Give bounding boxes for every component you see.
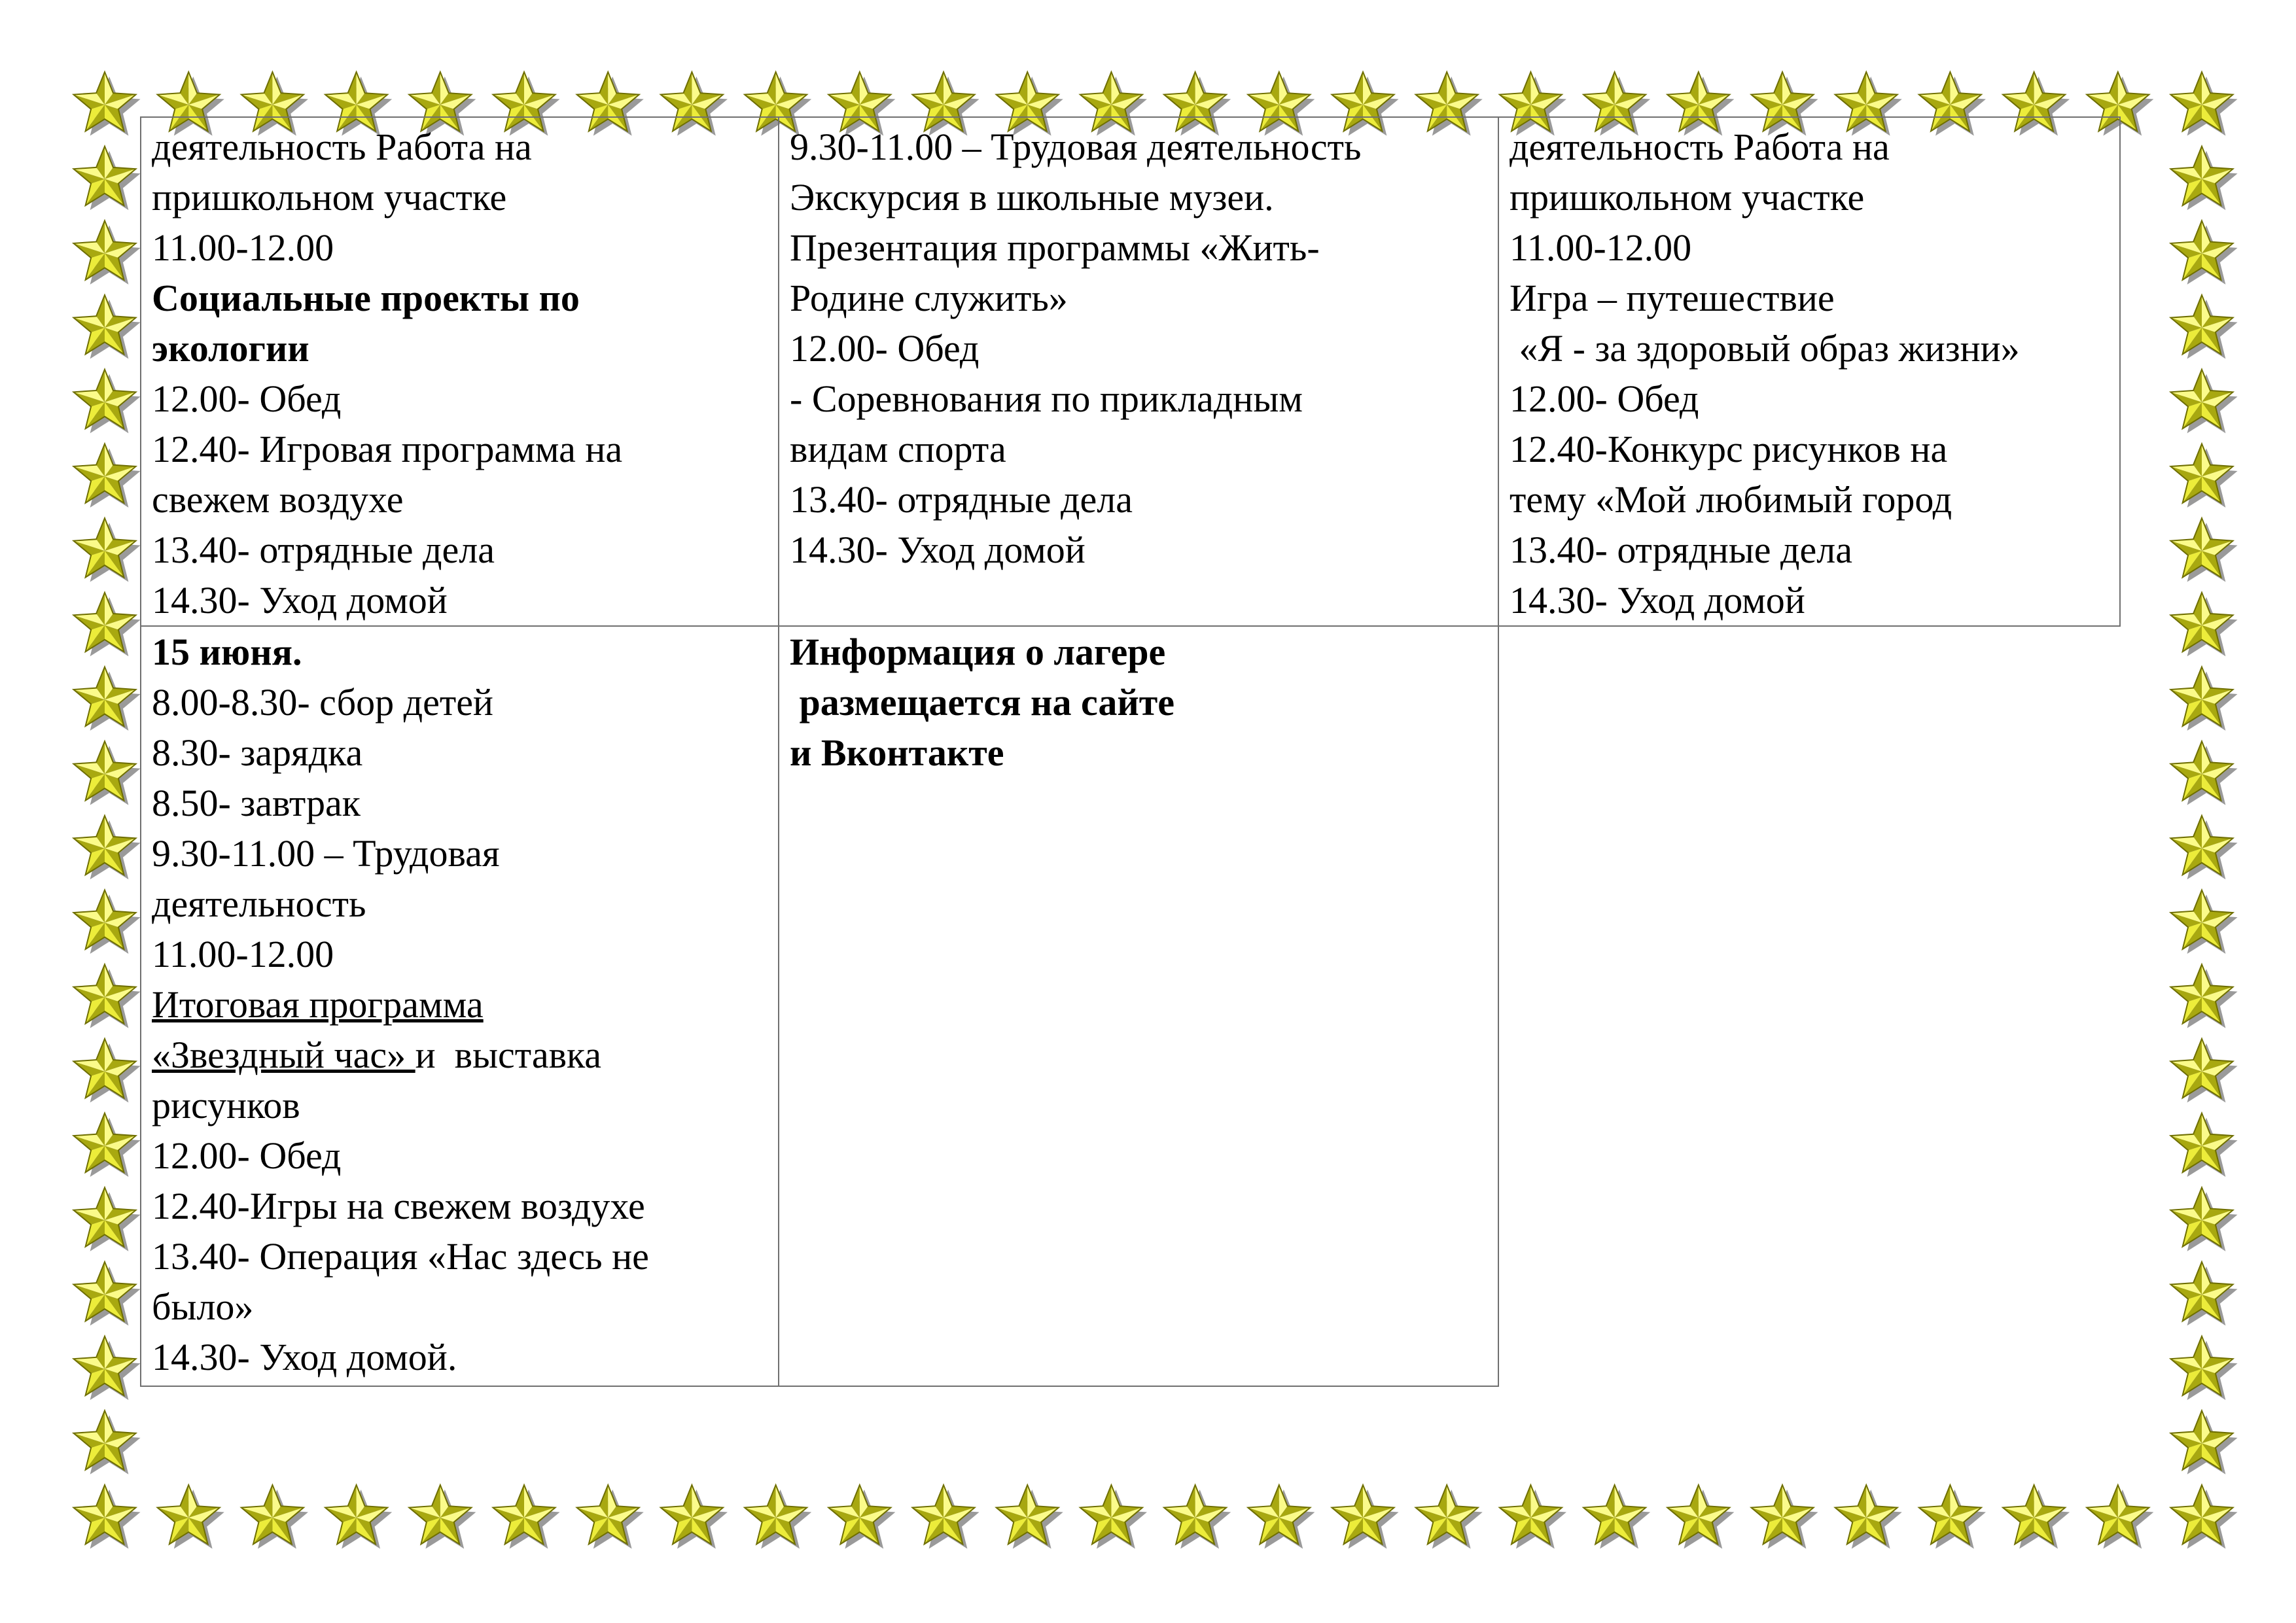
schedule-line-text: 8.00-8.30- сбор детей xyxy=(152,681,493,724)
schedule-line-text: 14.30- Уход домой xyxy=(790,529,1086,571)
star-icon xyxy=(73,890,140,954)
star-icon xyxy=(73,593,140,656)
schedule-line xyxy=(1510,525,2109,575)
star-icon xyxy=(2170,518,2237,582)
schedule-line xyxy=(790,374,1487,424)
schedule-line-text: 13.40- отрядные дела xyxy=(1510,529,1852,571)
schedule-line xyxy=(790,122,1487,172)
schedule-line xyxy=(152,929,768,979)
schedule-line xyxy=(152,828,768,879)
schedule-table xyxy=(140,116,2121,1387)
schedule-line-text: 8.50- завтрак xyxy=(152,782,361,824)
schedule-line-tail: и выставка xyxy=(415,1034,602,1076)
schedule-line-text: 11.00-12.00 xyxy=(152,226,334,269)
schedule-line-text: 15 июня. xyxy=(152,631,302,673)
schedule-line-text: видам спорта xyxy=(790,428,1006,470)
star-icon xyxy=(2170,593,2237,656)
schedule-line xyxy=(152,979,768,1030)
schedule-cell xyxy=(779,117,1498,626)
schedule-line xyxy=(152,273,768,323)
star-icon xyxy=(158,1485,224,1548)
schedule-line-text: 12.00- Обед xyxy=(152,1134,342,1177)
star-icon xyxy=(2170,1113,2237,1177)
star-icon xyxy=(1667,1485,1734,1548)
schedule-line xyxy=(152,778,768,828)
schedule-line xyxy=(1510,474,2109,525)
schedule-line-text: тему «Мой любимый город xyxy=(1510,478,1952,521)
star-icon xyxy=(1248,1485,1315,1548)
star-icon xyxy=(1500,1485,1566,1548)
star-icon xyxy=(241,1485,308,1548)
schedule-line xyxy=(1510,273,2109,323)
star-icon xyxy=(73,147,140,210)
star-icon xyxy=(2170,1336,2237,1400)
schedule-line-text: свежем воздухе xyxy=(152,478,404,521)
schedule-line-text: 14.30- Уход домой. xyxy=(152,1336,457,1378)
star-icon xyxy=(661,1485,728,1548)
schedule-line xyxy=(152,1080,768,1130)
schedule-line-text: пришкольном участке xyxy=(1510,176,1865,218)
star-icon xyxy=(493,1485,559,1548)
schedule-line xyxy=(1510,172,2109,222)
star-icon xyxy=(73,1039,140,1102)
star-icon xyxy=(2170,295,2237,358)
schedule-line-text: 12.00- Обед xyxy=(152,377,342,420)
schedule-line xyxy=(790,677,1487,727)
star-icon xyxy=(2087,1485,2153,1548)
star-icon xyxy=(1919,1485,1986,1548)
schedule-line xyxy=(790,627,1487,677)
schedule-line-text: 12.40-Игры на свежем воздухе xyxy=(152,1185,645,1227)
star-icon xyxy=(73,518,140,582)
star-icon xyxy=(325,1485,392,1548)
schedule-row xyxy=(141,626,2120,1386)
star-icon xyxy=(912,1485,979,1548)
schedule-line-text: деятельность Работа на xyxy=(1510,126,1890,168)
schedule-line xyxy=(152,727,768,778)
schedule-line-text: Родине служить» xyxy=(790,277,1068,319)
schedule-line xyxy=(152,323,768,374)
schedule-line xyxy=(790,525,1487,575)
star-icon xyxy=(73,1113,140,1177)
empty-cell xyxy=(1498,626,2120,1386)
schedule-line-text: 14.30- Уход домой xyxy=(1510,579,1805,621)
schedule-line-text: 13.40- Операция «Нас здесь не xyxy=(152,1235,649,1278)
star-icon xyxy=(73,370,140,433)
schedule-line xyxy=(152,1030,768,1080)
schedule-line xyxy=(152,575,768,625)
schedule-line-text: 13.40- отрядные дела xyxy=(790,478,1133,521)
schedule-line-text: 9.30-11.00 – Трудовая xyxy=(152,832,500,875)
schedule-line-text: пришкольном участке xyxy=(152,176,507,218)
star-icon xyxy=(73,816,140,879)
schedule-cell xyxy=(1498,117,2120,626)
schedule-line xyxy=(152,677,768,727)
schedule-line-text: 12.00- Обед xyxy=(1510,377,1699,420)
schedule-line-text: Экскурсия в школьные музеи. xyxy=(790,176,1274,218)
schedule-line xyxy=(790,323,1487,374)
star-icon xyxy=(1583,1485,1650,1548)
star-icon xyxy=(2170,147,2237,210)
schedule-line xyxy=(1510,374,2109,424)
schedule-line xyxy=(152,525,768,575)
schedule-line xyxy=(790,474,1487,525)
star-icon xyxy=(1164,1485,1231,1548)
schedule-line-text: Информация о лагере xyxy=(790,631,1166,673)
schedule-line xyxy=(790,424,1487,474)
star-icon xyxy=(2170,1485,2237,1548)
schedule-line-text: «Звездный час» xyxy=(152,1034,415,1076)
schedule-line-text: экологии xyxy=(152,327,309,370)
star-icon xyxy=(2170,1187,2237,1251)
star-icon xyxy=(2003,1485,2070,1548)
star-icon xyxy=(73,1187,140,1251)
schedule-line-text: Презентация программы «Жить- xyxy=(790,226,1320,269)
schedule-line-text: рисунков xyxy=(152,1084,300,1126)
schedule-line-text: 12.00- Обед xyxy=(790,327,980,370)
schedule-line xyxy=(1510,424,2109,474)
schedule-line-text: Итоговая программа xyxy=(152,983,484,1026)
star-icon xyxy=(2170,72,2237,135)
star-icon xyxy=(73,667,140,730)
star-icon xyxy=(409,1485,476,1548)
star-icon xyxy=(2170,370,2237,433)
star-icon xyxy=(2170,964,2237,1028)
star-icon xyxy=(73,220,140,284)
schedule-line-text: 14.30- Уход домой xyxy=(152,579,448,621)
schedule-line-text: было» xyxy=(152,1285,254,1328)
schedule-line xyxy=(1510,222,2109,273)
schedule-line-text: - Соревнования по прикладным xyxy=(790,377,1303,420)
schedule-line xyxy=(152,374,768,424)
schedule-cell xyxy=(779,626,1498,1386)
schedule-line xyxy=(152,1282,768,1332)
star-icon xyxy=(2170,1262,2237,1325)
schedule-line-text: размещается на сайте xyxy=(790,681,1175,724)
schedule-line xyxy=(1510,323,2109,374)
star-icon xyxy=(73,1262,140,1325)
star-icon xyxy=(577,1485,644,1548)
schedule-line xyxy=(152,1231,768,1282)
star-icon xyxy=(73,72,140,135)
schedule-line-text: 12.40-Конкурс рисунков на xyxy=(1510,428,1948,470)
schedule-line-text: 12.40- Игровая программа на xyxy=(152,428,623,470)
star-icon xyxy=(745,1485,811,1548)
star-icon xyxy=(997,1485,1063,1548)
star-icon xyxy=(2170,220,2237,284)
schedule-line xyxy=(1510,575,2109,625)
schedule-line xyxy=(152,172,768,222)
schedule-line-text: 11.00-12.00 xyxy=(1510,226,1692,269)
star-icon xyxy=(2170,741,2237,805)
schedule-line xyxy=(152,1332,768,1382)
star-icon xyxy=(1332,1485,1398,1548)
star-icon xyxy=(2170,444,2237,507)
star-icon xyxy=(828,1485,895,1548)
schedule-line xyxy=(790,172,1487,222)
star-icon xyxy=(2170,667,2237,730)
schedule-line-text: деятельность xyxy=(152,882,366,925)
schedule-row xyxy=(141,117,2120,626)
star-icon xyxy=(2170,1039,2237,1102)
schedule-line-text: 13.40- отрядные дела xyxy=(152,529,495,571)
star-icon xyxy=(1080,1485,1147,1548)
schedule-line-text: «Я - за здоровый образ жизни» xyxy=(1510,327,2020,370)
star-icon xyxy=(2170,1410,2237,1474)
star-icon xyxy=(73,1410,140,1474)
schedule-line xyxy=(152,474,768,525)
schedule-line-text: деятельность Работа на xyxy=(152,126,532,168)
schedule-line xyxy=(152,1130,768,1181)
schedule-line xyxy=(152,424,768,474)
schedule-line xyxy=(1510,122,2109,172)
schedule-cell xyxy=(141,626,779,1386)
star-icon xyxy=(1751,1485,1818,1548)
schedule-line xyxy=(152,627,768,677)
schedule-line-text: 8.30- зарядка xyxy=(152,731,363,774)
star-icon xyxy=(73,1485,140,1548)
star-icon xyxy=(73,964,140,1028)
star-icon xyxy=(2170,890,2237,954)
star-icon xyxy=(1835,1485,1902,1548)
star-icon xyxy=(73,295,140,358)
schedule-line xyxy=(790,727,1487,778)
star-icon xyxy=(73,1336,140,1400)
schedule-line-text: Социальные проекты по xyxy=(152,277,580,319)
schedule-line xyxy=(152,1181,768,1231)
schedule-line xyxy=(152,222,768,273)
star-icon xyxy=(73,444,140,507)
schedule-line-text: 11.00-12.00 xyxy=(152,933,334,975)
schedule-line xyxy=(152,122,768,172)
star-icon xyxy=(73,741,140,805)
star-icon xyxy=(1416,1485,1483,1548)
schedule-line xyxy=(790,273,1487,323)
schedule-cell xyxy=(141,117,779,626)
schedule-line xyxy=(152,879,768,929)
schedule-line-text: 9.30-11.00 – Трудовая деятельность xyxy=(790,126,1362,168)
star-icon xyxy=(2170,816,2237,879)
schedule-line xyxy=(790,222,1487,273)
schedule-line-text: и Вконтакте xyxy=(790,731,1004,774)
schedule-line-text: Игра – путешествие xyxy=(1510,277,1835,319)
